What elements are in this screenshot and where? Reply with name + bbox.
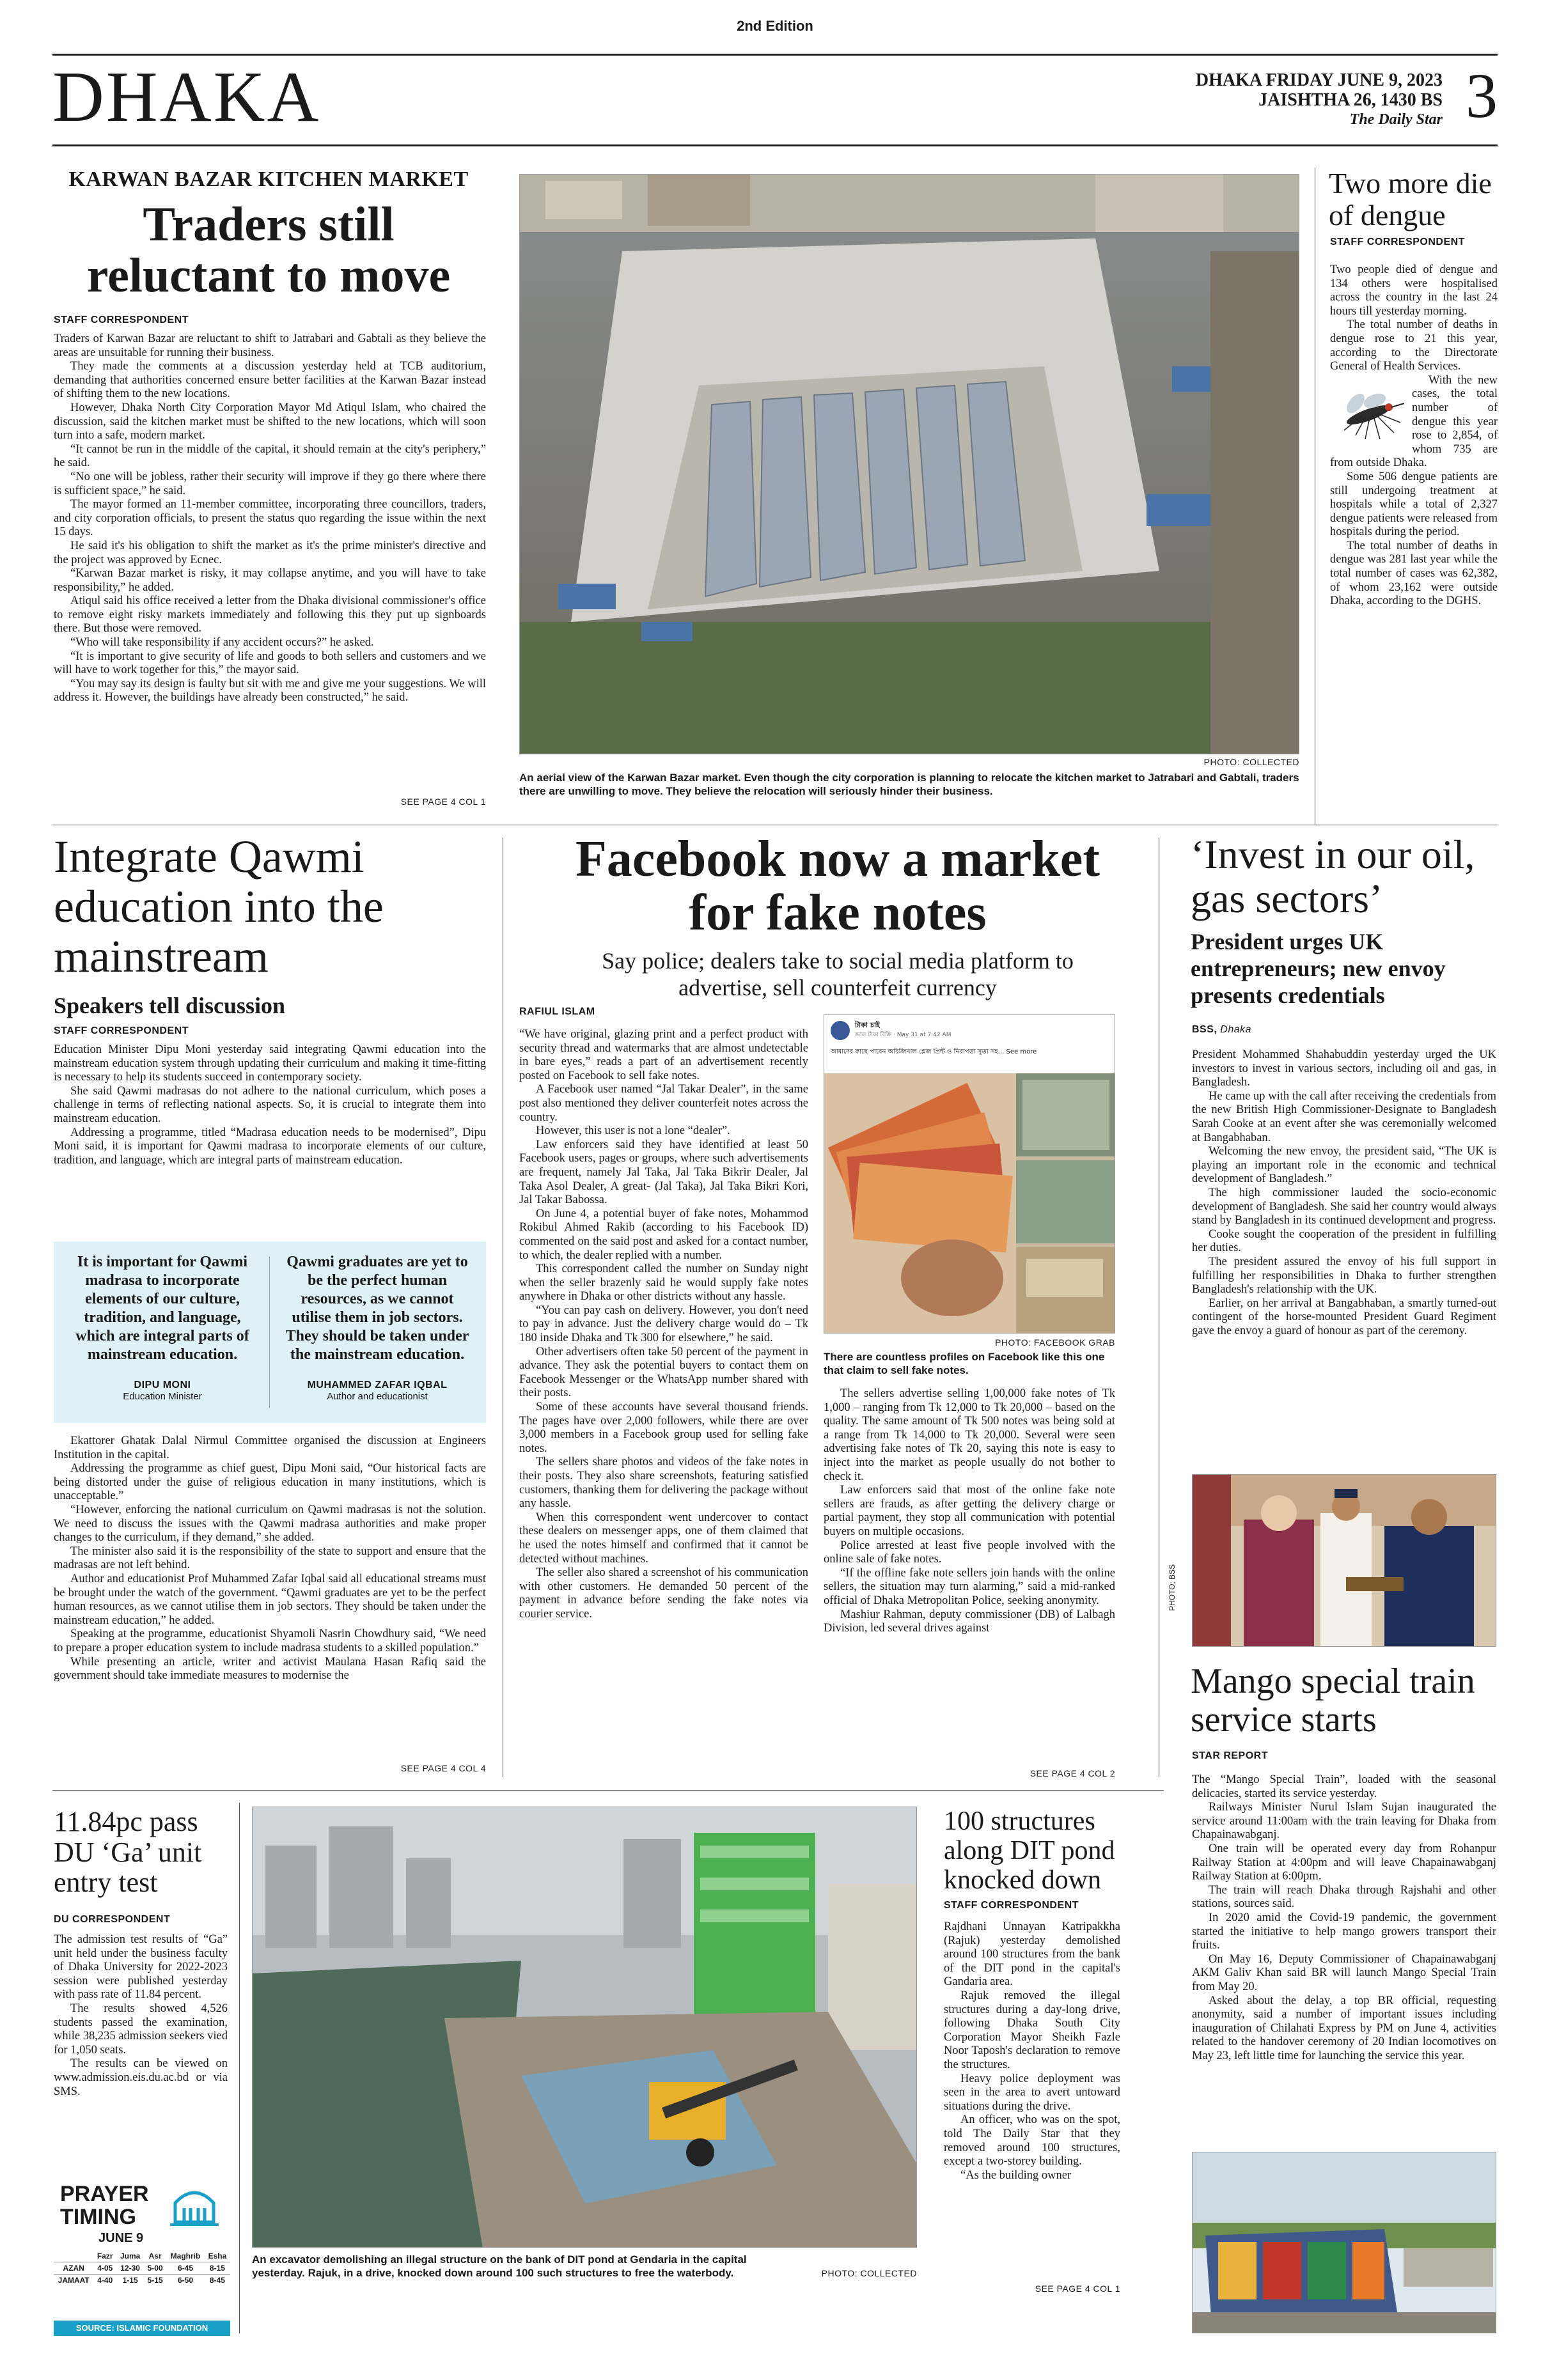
paragraph: The total number of deaths in dengue was 281 last year while the total number of cases was 62,382, of whom 23,162 were outside Dhaka, according to the DGHS. [1330,539,1498,608]
prayer-header: Fazr [97,2252,113,2260]
paragraph: Mashiur Rahman, deputy commissioner (DB) of Lalbagh Division, led several drives against [824,1608,1115,1635]
paragraph: However, Dhaka North City Corporation Mayor Md Atiqul Islam, who chaired the discussion, said the kitchen market must be shifted to the new locations, which will soon turn into a safe, modern market. [54,401,486,442]
dit-headline: 100 structures along DIT pond knocked down [944,1807,1115,1895]
qawmi-body-bottom [54,1435,486,1757]
quote-text: It is important for Qawmi madrasa to incorporate elements of our culture, tradition, and language, which are integral parts of mainstream education. [75,1254,249,1363]
paragraph: President Mohammed Shahabuddin yesterday urged the UK investors to invest in various sectors, including oil and gas, in Bangladesh. [1192,1048,1496,1089]
credentials-ceremony-photo [1192,1474,1496,1647]
paragraph: One train will be operated every day from Rohanpur Railway Station at 4:00pm and will leave Chapainawabganj Railway Station at 6:00pm. [1192,1842,1496,1883]
qawmi-headline: Integrate Qawmi education into the mainstream [54,831,384,982]
paragraph: “Who will take responsibility if any accident occurs?” he asked. [70,636,374,649]
paragraph: A Facebook user named “Jal Takar Dealer”, in the same post also mentioned they deliver counterfeit notes across the country. [519,1083,808,1124]
oil-body [1192,1048,1496,1454]
dit-body [944,1920,1120,2278]
paragraph: “However, enforcing the national curriculum on Qawmi madrasas is not the solution. We need to discuss the issues with the Qawmi madrasa authorities and make proper changes to the curriculum, if they demand,” she added. [54,1503,486,1544]
date-line-1: DHAKA FRIDAY JUNE 9, 2023 [1195,70,1443,90]
paragraph: Addressing the programme as chief guest, Dipu Moni said, “Our historical facts are being distorted under the guise of religious education in many institutions, which is unacceptable.” [54,1462,486,1503]
facebook-photo-caption: There are countless profiles on Facebook like this one that claim to sell fake notes. [824,1351,1105,1376]
oil-subhead: President urges UK entrepreneurs; new envoy presents credentials [1191,929,1446,1008]
paragraph: “It is important to give security of life and goods to both sellers and customers and we will have to work together for this,” the mayor said. [54,649,486,677]
facebook-photo-credit: PHOTO: FACEBOOK GRAB [995,1337,1115,1348]
paragraph: However, this user is not a lone “dealer”. [536,1124,730,1138]
quote-divider [269,1257,270,1408]
mango-train-photo [1192,2152,1496,2333]
karwan-photo-illustration [520,175,1299,754]
paragraph: While presenting an article, writer and activist Maulana Hasan Rafiq said the government should take immediate measures to modernise the [54,1655,486,1683]
paragraph: Two people died of dengue and 134 others were hospitalised across the country in the last 24 hours till yesterday morning. [1330,263,1498,318]
qawmi-see-page: SEE PAGE 4 COL 4 [400,1763,486,1773]
prayer-title-1: PRAYER [60,2182,149,2206]
prayer-cell: 1-15 [122,2276,138,2285]
paragraph: This correspondent called the number on Sunday night when the seller brazenly said he would supply fake notes anywhere in Dhaka or other districts without any hassle. [519,1263,808,1303]
mango-headline: Mango special train service starts [1191,1661,1475,1740]
paragraph: Law enforcers said they have identified at least 50 Facebook users, pages or groups, where such advertisements are frequent, namely Jal Taka, Jal Taka Bikrir Dealer, Jal Taka Asol Dealer, A great- (Jal Taka), Jal Taka Bikri Kori, Jal Takar Babossa. [519,1138,808,1207]
qawmi-body-top [54,1043,486,1235]
dengue-body [1330,263,1498,817]
du-headline: 11.84pc pass DU ‘Ga’ unit entry test [54,1806,202,1899]
paragraph: When this correspondent went undercover to contact these dealers on messenger apps, one of them claimed that he used the notes himself and confirmed that it cannot be detected without machines. [519,1511,808,1566]
train-illustration [1193,2152,1496,2333]
post-text: আমাদের কাছে পাবেন অরিজিনাল গ্লেজ প্রিন্ট ও নিরাপত্তা সুতা সহ... See more [831,1048,1037,1055]
paragraph: Education Minister Dipu Moni yesterday said integrating Qawmi education into the mainstream education system through updating their curriculum and making it time-fitting is necessary to help its students succeed in contemporary society. [54,1043,486,1084]
column-divider [239,1803,240,2333]
paragraph: Atiqul said his office received a letter from the Dhaka divisional commissioner's office to remove eight risky markets immediately and following this they put up signboards there. But those were removed. [54,595,486,635]
prayer-cell: 8-45 [209,2276,225,2285]
dit-see-page: SEE PAGE 4 COL 1 [1035,2283,1120,2294]
paragraph: Law enforcers said that most of the online fake note sellers are frauds, as after getting the delivery charge or partial payment, they stop all communication with potential buyers on multiple occasions. [824,1484,1115,1538]
quote-name: DIPU MONI [134,1380,191,1390]
paragraph: Some of these accounts have several thousand friends. The pages have over 2,000 followers, while there are over 3,000 members in a Facebook group used for selling fake notes. [519,1401,808,1455]
prayer-cell: 8-15 [209,2264,225,2273]
facebook-post-screenshot [824,1014,1115,1334]
paragraph: The results can be viewed on www.admission.eis.du.ac.bd or via SMS. [54,2057,228,2098]
prayer-header: Asr [148,2252,162,2260]
dit-byline: STAFF CORRESPONDENT [944,1900,1079,1911]
paragraph: The seller also shared a screenshot of his communication with other customers. He demanded 50 percent of the payment in advance before sending the fake notes via courier service. [519,1566,808,1621]
dateline [1196,70,1443,130]
paragraph: The minister also said it is the responsibility of the state to support and ensure that the madrasas are not left behind. [54,1544,486,1572]
post-group: জাল টাকা বিক্রি · May 31 at 7:42 AM [855,1032,951,1038]
karwan-photo-caption: An aerial view of the Karwan Bazar market. Even though the city corporation is planning to relocate the kitchen market to Jatrabari and Gabtali, traders there are unwilling to move. They believe the relocation will seriously hinder their business. [519,772,1299,797]
paragraph: In 2020 amid the Covid-19 pandemic, the government started the initiative to help mango growers transport their fruits. [1192,1911,1496,1952]
paragraph: “You can pay cash on delivery. However, you don't need to pay in advance. Just the delivery charge would do – Tk 180 inside Dhaka and Tk 300 for elsewhere,” he said. [519,1303,808,1345]
paragraph: Ekattorer Ghatak Dalal Nirmul Committee organised the discussion at Engineers Institution in the capital. [54,1435,486,1461]
quote-role: Author and educationist [327,1391,428,1402]
oil-byline-place: Dhaka [1220,1024,1252,1035]
paragraph: On June 4, a potential buyer of fake notes, Mohammod Rokibul Ahmed Rakib (according to his Facebook ID) commented on the said post and asked for a contact number, to which, the dealer replied with a number. [519,1207,808,1262]
karwan-headline: Traders still reluctant to move [86,198,451,302]
post-author: টাকা চাই [855,1021,880,1029]
facebook-see-page: SEE PAGE 4 COL 2 [1029,1768,1115,1778]
prayer-cell: 6-50 [177,2276,193,2285]
prayer-cell: 5-15 [147,2276,163,2285]
paragraph: She said Qawmi madrasas do not adhere to the national curriculum, which poses a challenge in terms of reflecting national aspects. So, it is crucial to integrate them into mainstream education. [54,1084,486,1125]
karwan-photo-credit: PHOTO: COLLECTED [1203,757,1299,767]
prayer-cell: 4-40 [97,2276,113,2285]
paragraph: Welcoming the new envoy, the president said, “The UK is playing an important role in the economic and technical development of Bangladesh.” [1192,1145,1496,1186]
prayer-title [60,2182,149,2228]
quote-dipu-moni [67,1253,258,1402]
qawmi-subhead: Speakers tell discussion [54,993,286,1018]
paragraph: “If the offline fake note sellers join hands with the online sellers, the situation may turn alarming,” said a mid-ranked official of Dhaka Metropolitan Police, seeking anonymity. [824,1566,1115,1607]
paragraph: Some 506 dengue patients are still undergoing treatment at hospitals while a total of 2,327 dengue patients were released from hospitals during the period. [1330,470,1498,539]
paragraph: An officer, who was on the spot, told The Daily Star that they removed around 100 structures, except a two-storey building. [944,2113,1120,2168]
karwan-bazar-aerial-photo [519,174,1299,754]
quote-zafar-iqbal [281,1253,473,1402]
avatar [831,1021,850,1040]
facebook-deck: Say police; dealers take to social media platform to advertise, sell counterfeit currency [602,948,1074,1000]
facebook-col2 [824,1387,1115,1764]
prayer-cell: JAMAAT [58,2276,90,2285]
ceremony-illustration [1193,1475,1496,1647]
prayer-row-jamaat [54,2275,230,2287]
paper-name: The Daily Star [1349,111,1443,128]
paragraph: Earlier, on her arrival at Bangabhaban, a smartly turned-out contingent of the horse-mounted President Guard Regiment gave the envoy a guard of honour as part of the ceremony. [1192,1296,1496,1337]
dengue-headline: Two more die of dengue [1329,167,1492,231]
oil-photo-credit: PHOTO: BSS [1168,1564,1177,1611]
prayer-cell: 12-30 [120,2264,140,2273]
qawmi-byline: STAFF CORRESPONDENT [54,1025,189,1036]
prayer-header: Juma [120,2252,141,2260]
paragraph: “It cannot be run in the middle of the capital, it should remain at the city's periphery,” he said. [54,442,486,470]
dit-photo-credit: PHOTO: COLLECTED [821,2268,917,2278]
du-body [54,1933,228,2170]
prayer-title-2: TIMING [60,2205,136,2229]
oil-headline: ‘Invest in our oil, gas sectors’ [1191,832,1475,922]
karwan-see-page: SEE PAGE 4 COL 1 [400,797,486,807]
oil-byline-agency: BSS, [1192,1024,1217,1035]
prayer-cell: AZAN [63,2264,84,2273]
mango-byline: STAR REPORT [1192,1750,1268,1761]
paragraph: “As the building owner [960,2168,1072,2182]
edition-label: 2nd Edition [737,18,813,34]
paragraph: Rajdhani Unnayan Katripakkha (Rajuk) yesterday demolished around 100 structures from the bank of the DIT pond in the capital's Gandaria area. [944,1920,1120,1989]
prayer-table [54,2250,230,2286]
prayer-header: Esha [208,2252,227,2260]
facebook-headline: Facebook now a market for fake notes [575,831,1100,941]
paragraph: The sellers advertise selling 1,00,000 fake notes of Tk 1,000 – ranging from Tk 12,000 to Tk 20,000 – based on the quality. The same amount of Tk 500 notes was being sold at a range from Tk 14,000 to Tk 20,000. Several were seen advertising fake notes of Tk 20, saying this note is easy to inject into the market as people usually do not bother to check it. [824,1387,1115,1483]
fake-notes-photo [824,1073,1115,1334]
paragraph: The results showed 4,526 students passed the examination, while 38,235 admission seekers vied for 1,050 seats. [54,2002,228,2057]
paragraph: The train will reach Dhaka through Rajshahi and other stations, sources said. [1192,1883,1496,1911]
section-title: DHAKA [52,58,321,137]
paragraph: With the new cases, the total number of dengue this year rose to 2,854, of whom 735 are from outside Dhaka. [1330,373,1498,470]
paragraph: Heavy police deployment was seen in the area to avert untoward situations during the drive. [944,2072,1120,2113]
dengue-byline: STAFF CORRESPONDENT [1330,237,1465,247]
paragraph: “No one will be jobless, rather their security will improve if they go there where there is sufficient space,” he said. [54,470,486,497]
paragraph: Cooke sought the cooperation of the president in fulfilling her duties. [1192,1227,1496,1255]
karwan-body [54,332,486,790]
paragraph: “Karwan Bazar market is risky, it may collapse anytime, and you will have to take responsibility,” he added. [54,567,486,594]
paragraph: The mayor formed an 11-member committee, incorporating three councillors, traders, and city corporation officials, to present the status quo regarding the issue within the next 15 days. [54,498,486,539]
quote-role: Education Minister [123,1391,202,1402]
prayer-cell: 5-00 [147,2264,163,2273]
karwan-kicker: KARWAN BAZAR KITCHEN MARKET [68,167,469,191]
paragraph: Police arrested at least five people involved with the online sale of fake notes. [824,1539,1115,1566]
paragraph: They made the comments at a discussion yesterday held at TCB auditorium, demanding that authorities concerned ensure better facilities at the Karwan Bazar instead of shifting them to the new locations. [54,360,486,401]
page-number: 3 [1466,60,1498,131]
mosque-icon [168,2182,221,2227]
paragraph: Author and educationist Prof Muhammed Zafar Iqbal said all educational streams must be brought under the watch of the government. “Qawmi graduates are yet to be the perfect human resources, as we cannot utilise them in job sectors. They should be taken under the mainstream education,” he added. [54,1572,486,1627]
paragraph: Traders of Karwan Bazar are reluctant to shift to Jatrabari and Gabtali as they believe the areas are unsuitable for running their business. [54,332,486,359]
paragraph: “We have original, glazing print and a perfect product with security thread and watermarks that are almost undetectable in bare eyes,” reads a part of an advertisement recently posted on Facebook to sell fake notes. [519,1028,808,1082]
paragraph: The admission test results of “Ga” unit held under the business faculty of Dhaka University for 2022-2023 session were published yesterday with pass rate of 11.84 percent. [54,1933,228,2002]
mosquito-icon [1330,378,1407,448]
paragraph: The high commissioner lauded the socio-economic development of Bangladesh. She said her country would always stand by Bangladesh in its continued development and progress. [1192,1186,1496,1227]
paragraph: Speaking at the programme, educationist Shyamoli Nasrin Chowdhury said, “We need to prepare a proper education system to include madrasa students to a skilled population.” [54,1628,486,1654]
paragraph: The total number of deaths in dengue rose to 21 this year, according to the Directorate General of Health Services. [1330,318,1498,373]
paragraph: Railways Minister Nurul Islam Sujan inaugurated the service around 11:00am with the train leaving for Dhaka from Chapainawabganj. [1192,1801,1496,1842]
dit-photo-caption: An excavator demolishing an illegal structure on the bank of DIT pond at Gendaria in the capital yesterday. Rajuk, in a drive, knocked down around 100 such structures to free the waterbody. [252,2253,747,2279]
paragraph: The “Mango Special Train”, loaded with the seasonal delicacies, started its service yesterday. [1192,1773,1496,1800]
section-rule [52,1790,1164,1791]
quote-text: Qawmi graduates are yet to be the perfect human resources, as we cannot utilise them in job sectors. They should be taken under the mainstream education. [285,1254,469,1363]
karwan-byline: STAFF CORRESPONDENT [54,315,189,325]
du-byline: DU CORRESPONDENT [54,1914,171,1925]
post-header [831,1020,1109,1045]
masthead-bottom-rule [52,144,1498,146]
prayer-header: Maghrib [170,2252,201,2260]
paragraph: The sellers share photos and videos of the fake notes in their posts. They also share screenshots, featuring satisfied customers, thanking them for delivering the package without any hassle. [519,1456,808,1511]
oil-byline [1192,1024,1251,1036]
prayer-cell: 6-45 [177,2264,193,2273]
paragraph: He came up with the call after receiving the credentials from the new British High Commissioner-Designate to Bangladesh Sarah Cooke at an event after she was ceremonially welcomed at Bangabhaban. [1192,1089,1496,1144]
date-line-2: JAISHTHA 26, 1430 BS [1258,90,1443,110]
prayer-cell: 4-05 [97,2264,113,2273]
dit-pond-demolition-photo [252,1807,917,2248]
dit-illustration [253,1807,917,2248]
paragraph: Asked about the delay, a top BR official, requesting anonymity, said a number of important issues including inauguration of Chilahati Express by PM on June 4, activities related to the handover ceremony of 20 Indian locomotives on May 23, left little time for launching the service this year. [1192,1994,1496,2062]
paragraph: Addressing a programme, titled “Madrasa education needs to be modernised”, Dipu Moni said, it is important for Qawmi madrasa to incorporate elements of our culture, tradition, and language, which are integral parts of mainstream education. [54,1126,486,1167]
mango-body [1192,1773,1496,2127]
paragraph: Rajuk removed the illegal structures during a day-long drive, following Dhaka South City Corporation Mayor Sheikh Fazle Noor Taposh's declaration to remove the structures. [944,1989,1120,2071]
prayer-header [54,2250,93,2262]
prayer-row-azan [54,2262,230,2275]
paragraph: Other advertisers often take 50 percent of the payment in advance. They ask the potential buyers to contact them on Facebook Messenger or the WhatsApp number shared with their posts. [519,1345,808,1400]
quote-name: MUHAMMED ZAFAR IQBAL [307,1380,448,1390]
prayer-timing-box [54,2179,230,2338]
quote-box [54,1241,486,1423]
prayer-header-row [54,2250,230,2262]
paragraph: On May 16, Deputy Commissioner of Chapainawabganj AKM Galiv Khan said BR will launch Mango Special Train from May 20. [1192,1952,1496,1993]
paragraph: He said it's his obligation to shift the market as it's the prime minister's directive and the project was approved by Ecnec. [54,539,486,566]
facebook-col1 [519,1028,808,1766]
prayer-source: SOURCE: ISLAMIC FOUNDATION [54,2321,230,2336]
paragraph: The president assured the envoy of his full support in fulfilling her responsibilities in Dhaka to further strengthen Bangladesh's relationship with the UK. [1192,1255,1496,1296]
masthead-top-rule [52,54,1498,56]
prayer-date: JUNE 9 [98,2231,144,2245]
paragraph: “You may say its design is faulty but sit with me and give me your suggestions. We will address it. However, the buildings have already been constructed,” he said. [54,677,486,704]
facebook-byline: RAFIUL ISLAM [519,1006,595,1017]
